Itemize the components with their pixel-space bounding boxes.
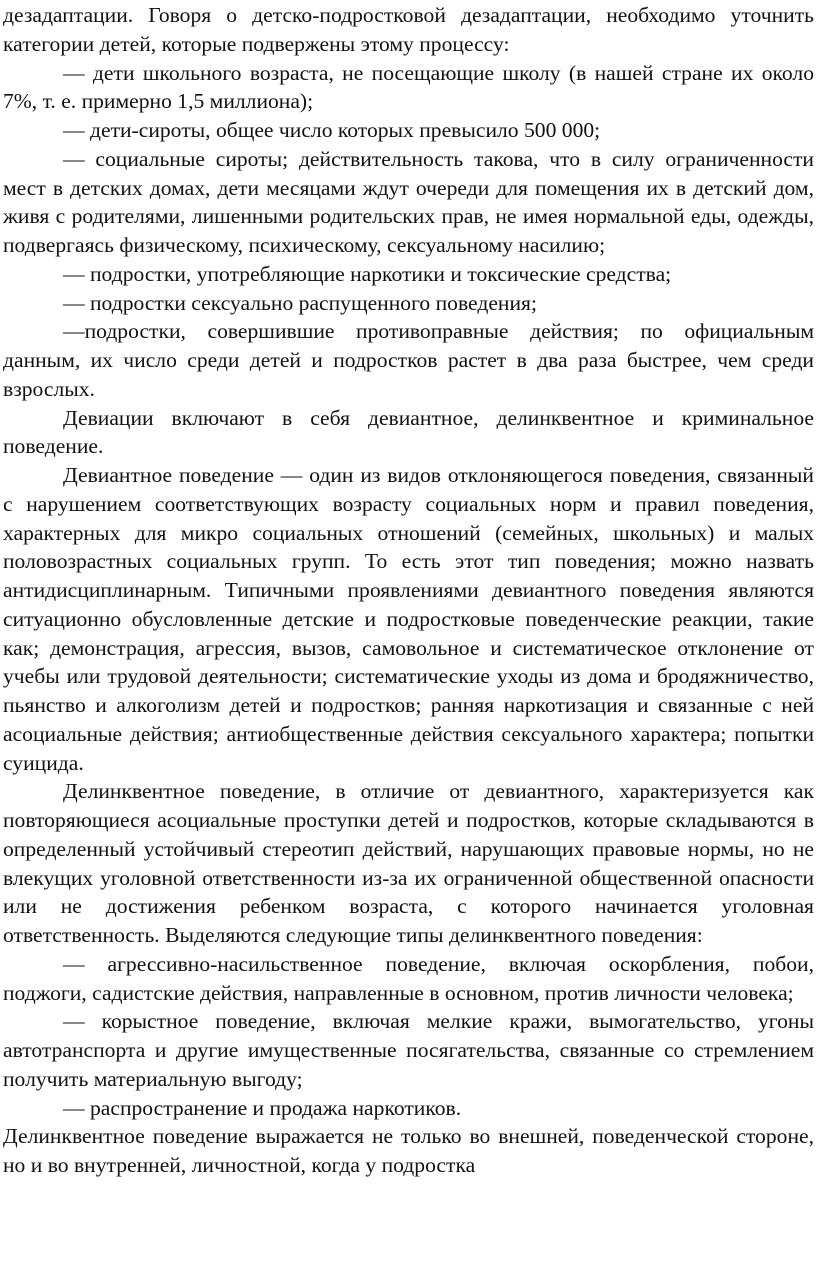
list-item-mercenary-behavior: — корыстное поведение, включая мелкие кражи, вымогательство, угоны автотранспорта и другие имущественные посягательства, связанные со стремлением получить материальную выгоду; [3, 1009, 814, 1091]
list-item-offenders: —подростки, совершившие противоправные действия; по официальным данным, их число среди детей и подростков растет в два раза быстрее, чем среди взрослых. [3, 319, 814, 401]
list-item-drug-distribution: — распространение и продажа наркотиков. [63, 1095, 462, 1120]
list-item-social-orphans: — социальные сироты; действительность такова, что в силу ограниченности мест в детских домах, дети месяцами ждут очереди для помещения их в детский дом, живя с родителями, лишенными родительских прав, не имея нормальной еды, одежды, подвергаясь физическому, психическому, сексуальному насилию; [3, 146, 814, 257]
paragraph-deviant-behavior: Девиантное поведение — один из видов отклоняющегося поведения, связанный с нарушением соответствующих возрасту социальных норм и правил поведения, характерных для микро социальных отношений (семейных, школьных) и малых половозрастных социальных групп. То есть этот тип поведения; можно назвать антидисциплинарным. Типичными проявлениями девиантного поведения являются ситуационно обусловленные детские и подростковые поведенческие реакции, такие как; демонстрация, агрессия, вызов, самовольное и систематическое отклонение от учебы или трудовой деятельности; систематические уходы из дома и бродяжничество, пьянство и алкоголизм детей и подростков; ранняя наркотизация и связанные с ней асоциальные действия; антиобщественные действия сексуального характера; попытки суицида. [3, 463, 814, 775]
paragraph-deviations: Девиации включают в себя девиантное, делинквентное и криминальное поведение. [3, 405, 814, 459]
list-item-orphans: — дети-сироты, общее число которых превысило 500 000; [63, 118, 601, 142]
paragraph-intro-continuation: дезадаптации. Говоря о детско-подростковой дезадаптации, необходимо уточнить категории детей, которые подвержены этому процессу: [3, 3, 814, 56]
paragraph-delinquent-expression: Делинквентное поведение выражается не только во внешней, поведенческой стороне, но и во внутренней, личностной, когда у подростка [3, 1124, 814, 1177]
paragraph-delinquent-behavior: Делинквентное поведение, в отличие от девиантного, характеризуется как повторяющиеся асоциальные проступки детей и подростков, которые складываются в определенный устойчивый стереотип действий, нарушающих правовые нормы, но не влекущих уголовной ответственности из-за их ограниченной общественной опасности или не достижения ребенком возраста, с которого начинается уголовная ответственность. Выделяются следующие типы делинквентного поведения: [3, 779, 814, 947]
list-item-school-age-children: — дети школьного возраста, не посещающие школу (в нашей стране их около 7%, т. е. примерно 1,5 миллиона); [3, 60, 814, 114]
list-item-aggressive-behavior: — агрессивно-насильственное поведение, включая оскорбления, побои, поджоги, садистские действия, направленные в основном, против личности человека; [3, 951, 814, 1005]
list-item-drug-users: — подростки, употребляющие наркотики и токсические средства; [63, 261, 672, 286]
list-item-promiscuous-behavior: — подростки сексуально распущенного поведения; [63, 290, 537, 315]
